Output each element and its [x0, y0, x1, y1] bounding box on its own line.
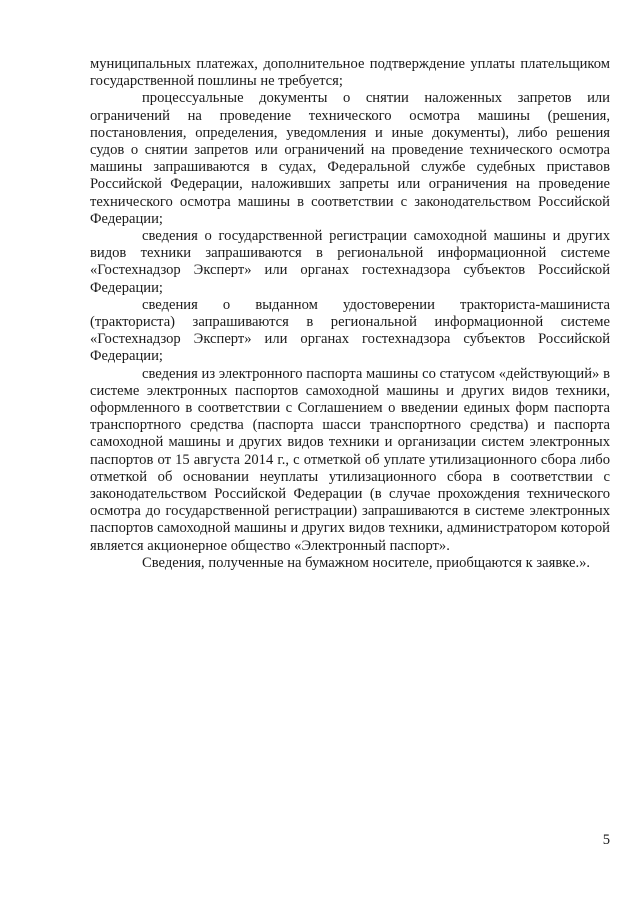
paragraph-registration-info: сведения о государственной регистрации самоходной машины и других видов техники запрашиваются в региональной информационной системе «Гостехнадзор Эксперт» или органах гостехнадзора субъектов Российской Федерации;	[90, 228, 610, 296]
paragraph-driver-license-info: сведения о выданном удостоверении тракториста-машиниста (тракториста) запрашиваются в региональной информационной системе «Гостехнадзор Эксперт» или органах гостехнадзора субъектов Российской Федерации;	[90, 296, 610, 365]
paragraph-court-documents: процессуальные документы о снятии наложенных запретов или ограничений на проведение технического осмотра машины (решения, постановления, определения, уведомления и иные документы), либо решения судов о снятии запретов или ограничений на проведение технического осмотра машины запрашиваются в судах, Федеральной службе судебных приставов Российской Федерации, наложивших запреты или ограничения на проведение технического осмотра машины в соответствии с законодательством Российской Федерации;	[90, 90, 610, 227]
paragraph-electronic-passport: сведения из электронного паспорта машины со статусом «действующий» в системе электронных паспортов самоходной машины и других видов техники, оформленного в соответствии с Соглашением о введении единых форм паспорта транспортного средства (паспорта шасси транспортного средства) и паспорта самоходной машины и других видов техники и организации систем электронных паспортов от 15 августа 2014 г., с отметкой об уплате утилизационного сбора либо отметкой об основании неуплаты утилизационного сбора в соответствии с законодательством Российской Федерации (в случае прохождения технического осмотра до государственной регистрации) запрашиваются в системе электронных паспортов самоходной машины и других видов техники, администратором которой является акционерное общество «Электронный паспорт».	[90, 365, 610, 554]
page-number: 5	[602, 832, 610, 848]
document-body	[90, 56, 610, 572]
paragraph-continuation: муниципальных платежах, дополнительное подтверждение уплаты плательщиком государственной пошлины не требуется;	[90, 56, 610, 90]
paragraph-paper-info: Сведения, полученные на бумажном носителе, приобщаются к заявке.».	[142, 554, 591, 571]
